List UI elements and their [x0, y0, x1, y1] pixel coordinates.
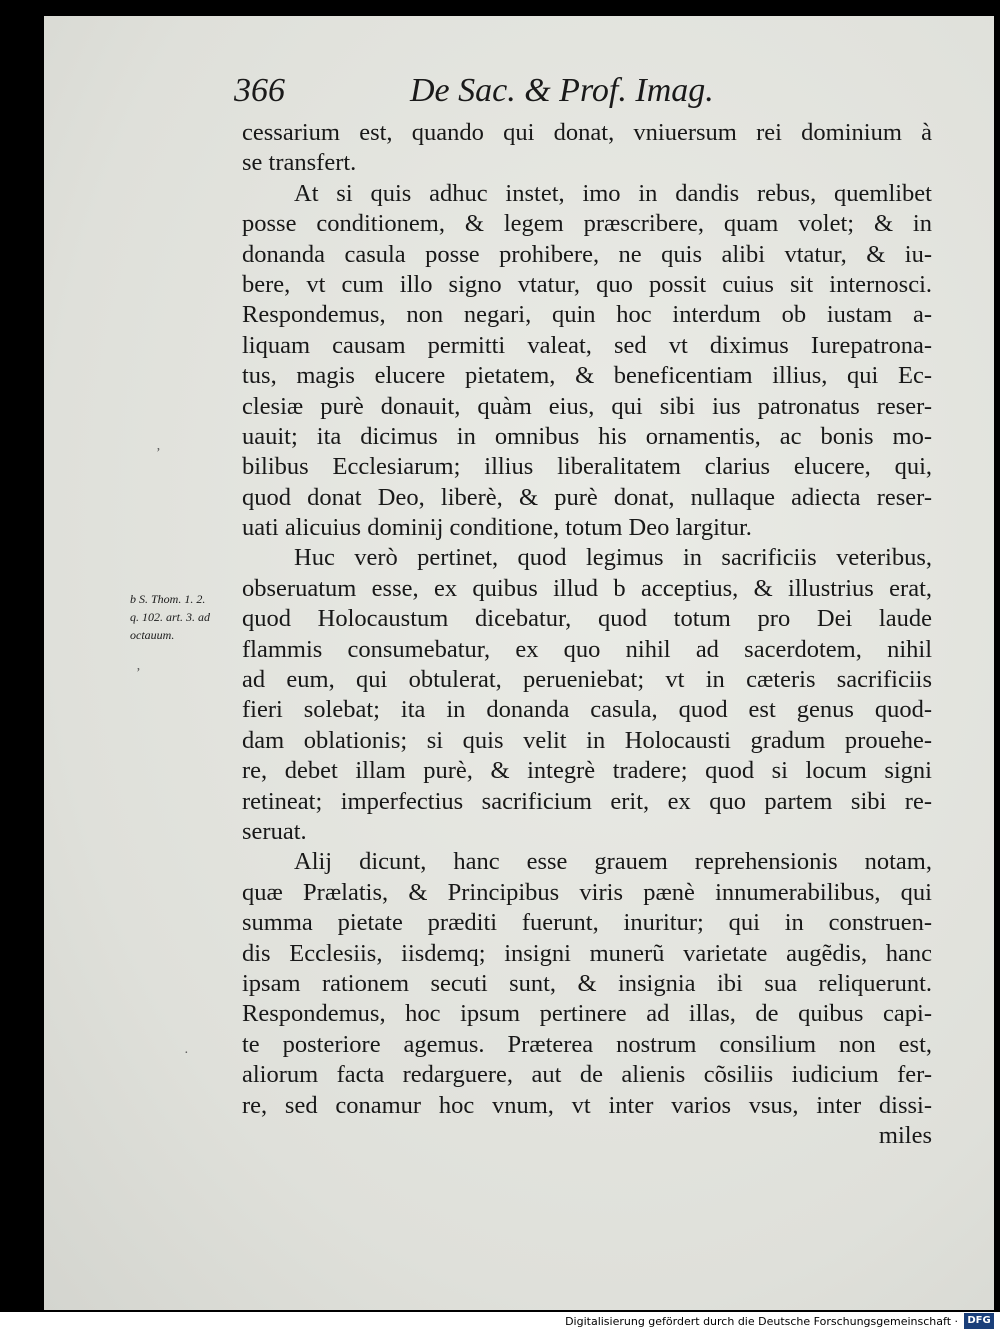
text-line: clesiæ purè donauit, quàm eius, qui sibi ius patronatus reser-: [242, 392, 932, 420]
running-title: De Sac. & Prof. Imag.: [410, 72, 714, 109]
text-line: se transfert.: [242, 149, 357, 177]
text-line: dam oblationis; si quis velit in Holocausti gradum prouehe-: [242, 726, 932, 754]
page-number: 366: [234, 72, 285, 109]
text-line: obseruatum esse, ex quibus illud b acceptius, & illustrius erat,: [242, 574, 932, 602]
text-line: liquam causam permitti valeat, sed vt diximus Iurepatrona-: [242, 331, 932, 359]
text-line: bere, vt cum illo signo vtatur, quo possit cuius sit internosci.: [242, 270, 932, 298]
margin-note-line: q. 102. art. 3. ad: [130, 610, 211, 624]
text-line: re, sed conamur hoc vnum, vt inter varios vsus, inter dissi-: [242, 1091, 932, 1119]
text-line: quod Holocaustum dicebatur, quod totum pro Dei laude: [242, 605, 932, 633]
text-line: fieri solebat; ita in donanda casula, quod est genus quod-: [242, 696, 932, 724]
text-line: bilibus Ecclesiarum; illius liberalitatem clarius elucere, qui,: [242, 453, 932, 481]
text-line: Huc verò pertinet, quod legimus in sacrificiis veteribus,: [294, 544, 932, 572]
text-line: donanda casula posse prohibere, ne quis alibi vtatur, & iu-: [242, 240, 932, 268]
scanned-page: [44, 16, 994, 1310]
text-line: tus, magis elucere pietatem, & beneficentiam illius, qui Ec-: [242, 362, 932, 390]
text-line: aliorum facta redarguere, aut de alienis cõsiliis iudicium fer-: [242, 1061, 932, 1089]
text-line: quæ Prælatis, & Principibus viris pænè innumerabilibus, qui: [242, 878, 932, 906]
text-line: uati alicuius dominij conditione, totum Deo largitur.: [242, 514, 752, 542]
text-line: summa pietate præditi fuerunt, inuritur; qui in construen-: [242, 909, 932, 937]
text-line: quod donat Deo, liberè, & purè donat, nullaque adiecta reser-: [242, 483, 932, 511]
text-line: uauit; ita dicimus in omnibus his ornamentis, ac bonis mo-: [242, 422, 932, 450]
text-line: At si quis adhuc instet, imo in dandis rebus, quemlibet: [294, 179, 932, 207]
margin-note-line: octauum.: [130, 628, 175, 642]
funding-credit: Digitalisierung gefördert durch die Deutsche Forschungsgemeinschaft ·: [565, 1315, 958, 1328]
margin-speck: ·: [184, 1046, 189, 1061]
margin-speck: ʼ: [156, 446, 161, 461]
text-line: re, debet illam purè, & integrè tradere; quod si locum signi: [242, 757, 932, 785]
text-line: Respondemus, hoc ipsum pertinere ad illas, de quibus capi-: [242, 1000, 932, 1028]
text-line: Alij dicunt, hanc esse grauem reprehensionis notam,: [294, 848, 932, 876]
text-line: te posteriore agemus. Præterea nostrum consilium non est,: [242, 1030, 932, 1058]
margin-note: [130, 590, 250, 644]
margin-speck: ʼ: [136, 666, 141, 681]
text-line: cessarium est, quando qui donat, vniuersum rei dominium à: [242, 119, 932, 146]
page-header: [234, 72, 774, 112]
text-line: posse conditionem, & legem præscribere, quam volet; & in: [242, 210, 932, 238]
body-text: [242, 118, 932, 1151]
text-line: ipsam rationem secuti sunt, & insignia ibi sua reliquerunt.: [242, 969, 932, 997]
text-line: ad eum, qui obtulerat, perueniebat; vt in cæteris sacrificiis: [242, 666, 932, 694]
catchword: miles: [878, 1121, 932, 1149]
margin-note-line: b S. Thom. 1. 2.: [130, 592, 206, 606]
text-line: dis Ecclesiis, iisdemq; insigni munerũ varietate augẽdis, hanc: [242, 939, 932, 967]
dfg-logo: DFG: [964, 1313, 994, 1329]
text-line: retineat; imperfectius sacrificium erit, ex quo partem sibi re-: [242, 787, 932, 815]
text-line: flammis consumebatur, ex quo nihil ad sacerdotem, nihil: [242, 635, 932, 663]
text-line: Respondemus, non negari, quin hoc interdum ob iustam a-: [242, 301, 932, 329]
text-line: seruat.: [242, 817, 307, 845]
